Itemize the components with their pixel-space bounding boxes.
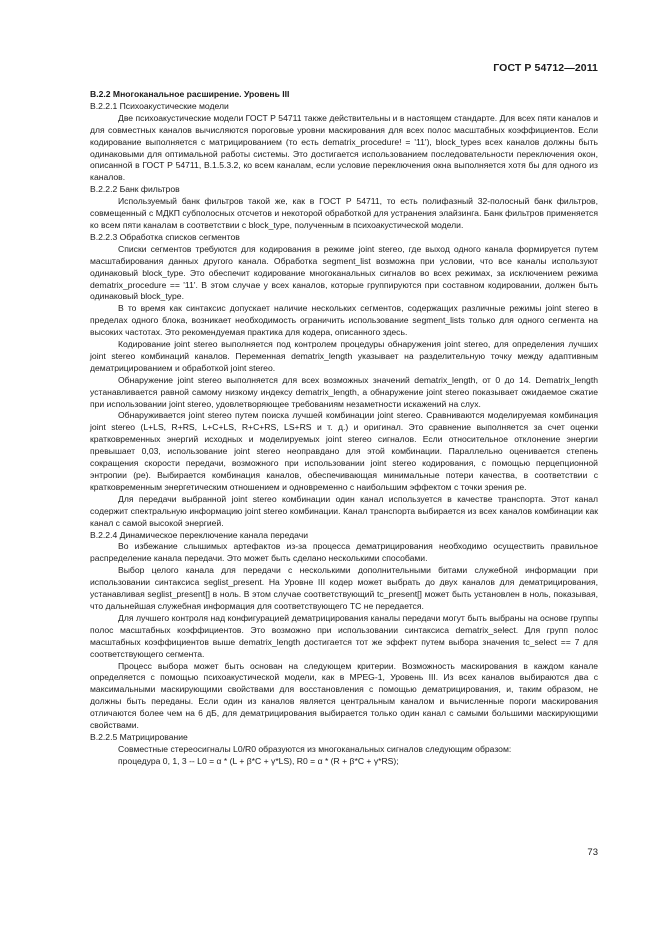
document-header: ГОСТ Р 54712—2011 xyxy=(493,62,598,74)
subsection-title: B.2.2.3 Обработка списков сегментов xyxy=(90,231,240,242)
paragraph: Совместные стереосигналы L0/R0 образуются из многоканальных сигналов следующим образом: xyxy=(118,743,512,754)
paragraph: Списки сегментов требуются для кодирования в режиме joint stereo, где выход одного канала формируется путем масштабирования данных другого канала. Обработка segment_list возможна при условии, что все каналы используют одинаковый block_type. Это обеспечит кодирование многоканальных сигналов во всех режимах, за исключением режима dematrix_procedure == '11'. В этом случае у всех каналов, которые группируются при составном кодировании, должен быть одинаковый block_type. xyxy=(90,243,598,302)
paragraph: Две психоакустические модели ГОСТ Р 54711 также действительны и в настоящем стандарте. Для всех пяти каналов и для совместных каналов вычисляются пороговые уровни маскирования для всех полос масштабных коэффициентов. Если кодирование выполняется с матрицированием (то есть dematrix_procedure! = '11'), block_types всех каналов должны быть одинаковыми для оптимальной работы системы. Это достигается использованием последовательности переключения окон, описанной в ГОСТ Р 54711, B.1.5.3.2, ко всем каналам, если условие переключения окна выполняется хотя бы для одного из каналов. xyxy=(90,112,598,183)
paragraph: Обнаруживается joint stereo путем поиска лучшей комбинации joint stereo. Сравниваются моделируемая комбинация joint stereo (L+LS, R+RS, L+C+LS, R+C+RS, LS+RS и т. д.) и оригинал. Это сравнение выполняется за счет оценки кратковременных энергий исходных и моделируемых joint stereo сигналов. Если относительное отклонение энергии превышает 0,03, использование joint stereo неоправдано для этой комбинации. Параллельно оценивается степень сокращения скорости передачи, возможного при использовании joint stereo кодирования, с помощью перцепционной энтропии (pe). Выбирается комбинация каналов, обеспечивающая минимальные потери качества, в соответствии с кратковременным энергетическим отношением и одновременно с наибольшим эффектом с точки зрения pe. xyxy=(90,410,598,492)
paragraph: Во избежание слышимых артефактов из-за процесса дематрицирования необходимо осуществить правильное распределение канала передачи. Это может быть сделано несколькими способами. xyxy=(90,541,598,564)
page-number: 73 xyxy=(587,847,598,858)
paragraph: Кодирование joint stereo выполняется под контролем процедуры обнаружения joint stereo, для определения лучших joint stereo комбинаций каналов. Переменная dematrix_length указывает на разделительную точку между адаптивным дематрицированием и обработкой joint stereo. xyxy=(90,339,598,373)
paragraph: Процесс выбора может быть основан на следующем критерии. Возможность маскирования в каждом канале определяется с помощью психоакустической модели, как в MPEG-1, Уровень III. Из всех каналов выбираются два с максимальными маскирующими свойствами для восстановления с помощью дематрицирования, и, таким образом, не должны быть переданы. Если один из каналов является центральным каналом и вычисленные пороги маскирования отличаются более чем на 6 дБ, для дематрицирования выбирается только один канал с самыми большими маскирующими свойствами. xyxy=(90,660,598,731)
subsection-title: B.2.2.5 Матрицирование xyxy=(90,731,188,742)
formula-line: процедура 0, 1, 3 -- L0 = α * (L + β*C + γ*LS), R0 = α * (R + β*C + γ*RS); xyxy=(118,755,399,766)
paragraph: Используемый банк фильтров такой же, как в ГОСТ Р 54711, то есть полифазный 32-полосный банк фильтров, совмещенный с МДКП субполосных отсчетов и некоторой обработкой для устранения элайзинга. Банк фильтров применяется ко всем пяти каналам в соответствии с block_type, полученным в психоакустической модели. xyxy=(90,196,598,230)
document-body xyxy=(90,89,598,768)
subsection-title: B.2.2.2 Банк фильтров xyxy=(90,184,180,195)
paragraph: В то время как синтаксис допускает наличие нескольких сегментов, содержащих различные режимы joint stereo в пределах одного блока, возникает необходимость ограничить использование segment_lists только для одного сегмента на высоких частотах. Это рекомендуемая практика для кодера, описанного здесь. xyxy=(90,303,598,338)
subsection-title: B.2.2.1 Психоакустические модели xyxy=(90,100,229,111)
section-heading: B.2.2 Многоканальное расширение. Уровень III xyxy=(90,89,290,99)
paragraph: Для передачи выбранной joint stereo комбинации один канал используется в качестве транспорта. Этот канал содержит спектральную информацию joint stereo комбинации. Канал транспорта выбирается из всех каналов комбинации как канал с самой высокой энергией. xyxy=(90,493,598,528)
paragraph: Обнаружение joint stereo выполняется для всех возможных значений dematrix_length, от 0 до 14. Dematrix_length устанавливается равной самому низкому индексу dematrix_length, а обнаружение joint stereo показывает ожидаемое сжатие при использовании joint stereo, удовлетворяющее требованиям незаметности искажений на слух. xyxy=(90,374,598,409)
paragraph: Выбор целого канала для передачи с несколькими дополнительными битами служебной информации при использовании синтаксиса seglist_present. На Уровне III кодер может выбрать до двух каналов для дематрицирования, устанавливая seglist_present[] в ноль. В этом случае соответствующий tc_present[] может быть установлен в ноль, показывая, что дальнейшая служебная информация для соответствующего TC не передается. xyxy=(90,565,598,611)
paragraph: Для лучшего контроля над конфигурацией дематрицирования каналы передачи могут быть выбраны на основе группы полос масштабных коэффициентов. Это возможно при использовании синтаксиса dematrix_select. Для групп полос масштабных коэффициентов выше dematrix_length достигается тот же эффект путем выбора значения tc_select == 7 для соответствующего сегмента. xyxy=(90,612,598,659)
subsection-title: B.2.2.4 Динамическое переключение канала передачи xyxy=(90,529,309,540)
